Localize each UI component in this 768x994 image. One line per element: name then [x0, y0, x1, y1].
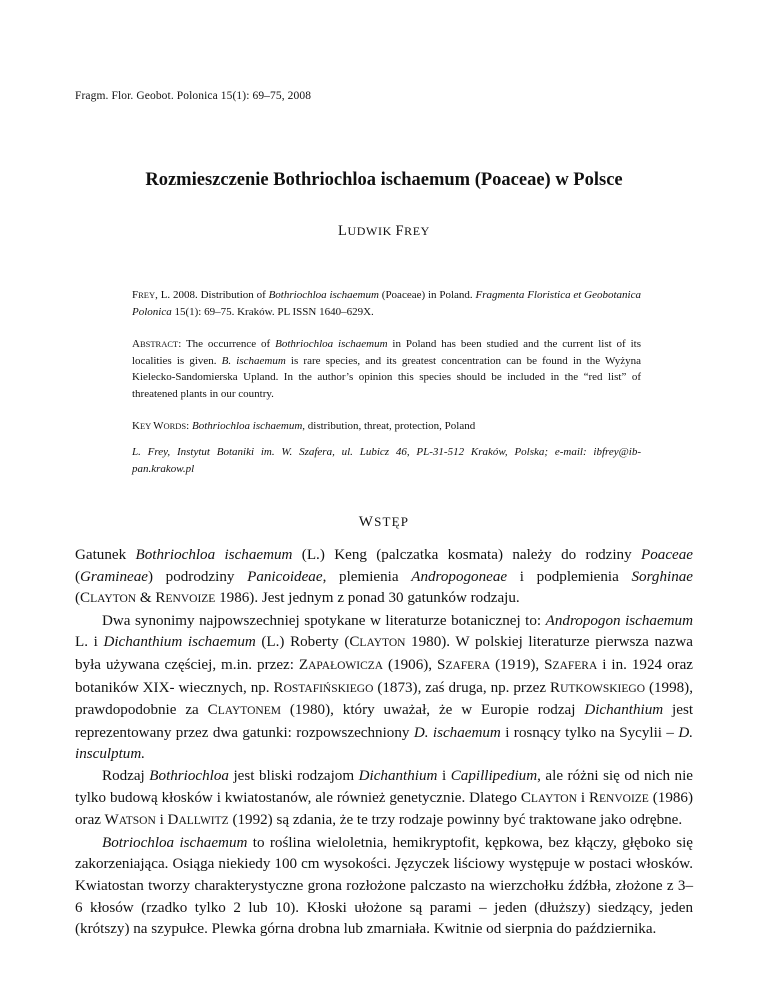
article-title: Rozmieszczenie Bothriochloa ischaemum (Poaceae) w Polsce	[145, 170, 623, 190]
keywords-block: KEY WORDS: Bothriochloa ischaemum, distribution, threat, protection, Poland	[132, 420, 476, 432]
paragraph-2: Dwa synonimy najpowszechniej spotykane w literaturze botanicznej to: Andropogon ischaemum L. i Dichanthium ischaemum (L.) Roberty (CLAYTON 1980). W polskiej literaturze pierwsza nazwa była używana częściej, m.in. przez: ZAPAŁOWICZA (1906), SZAFERA (1919), SZAFERA i in. 1924 oraz botaników XIX- wiecznych, np. ROSTAFIŃSKIEGO (1873), zaś druga, np. przez RUTKOWSKIEGO (1998), prawdopodobnie za CLAYTONEM (1980), który uważał, że w Europie rodzaj Dichanthium jest reprezentowany przez dwa gatunki: rozpowszechniony D. ischaemum i rosnący tylko na Sycylii – D. insculptum.	[75, 612, 694, 763]
author-address: L. Frey, Instytut Botaniki im. W. Szafera, ul. Lubicz 46, PL-31-512 Kraków, Polska; e-mail: ibfrey@ib-pan.krakow.pl	[132, 446, 641, 475]
paragraph-4: Botriochloa ischaemum to roślina wieloletnia, hemikryptofit, kępkowa, bez kłączy, głęboko się zakorzeniająca. Osiąga niekiedy 100 cm wysokości. Języczek liściowy występuje w postaci włosków. Kwiatostan tworzy charakterystyczne grona rozłożone palczasto na wierzchołku źdźbła, złożone z 3–6 kłosów (rzadko tylko 2 lub 10). Kłoski ułożone są parami – jeden (dłuższy) siedzący, jeden (krótszy) na szypułce. Plewka górna drobna lub zmarniała. Kwitnie od sierpnia do października.	[75, 834, 694, 938]
abstract-block: ABSTRACT: The occurrence of Bothriochloa ischaemum in Poland has been studied and the current list of its localities is given. B. ischaemum is rare species, and its greatest concentration can be found in the Wyżyna Kielecko-Sandomierska Upland. In the author’s opinion this species should be included in the “red list” of threatened plants in our country.	[132, 338, 642, 400]
section-heading: WSTĘP	[358, 514, 410, 530]
journal-citation-header: Fragm. Flor. Geobot. Polonica 15(1): 69–75, 2008	[75, 90, 312, 102]
body-text	[75, 545, 693, 941]
citation-block: FREY, L. 2008. Distribution of Bothriochloa ischaemum (Poaceae) in Poland. Fragmenta Floristica et Geobotanica Polonica 15(1): 69–75. Kraków. PL ISSN 1640–629X.	[132, 289, 641, 318]
paragraph-3: Rodzaj Bothriochloa jest bliski rodzajom Dichanthium i Capillipedium, ale różni się od nich nie tylko budową kłosków i kwiatostanów, ale również genetycznie. Dlatego CLAYTON i RENVOIZE (1986) oraz WATSON i DALLWITZ (1992) są zdania, że te trzy rodzaje powinny być traktowane jako odrębne.	[75, 767, 694, 829]
author-name: LUDWIK FREY	[338, 223, 430, 239]
paragraph-1: Gatunek Bothriochloa ischaemum (L.) Keng (palczatka kosmata) należy do rodziny Poaceae (Gramineae) podrodziny Panicoideae, plemienia Andropogoneae i podplemienia Sorghinae (CLAYTON & RENVOIZE 1986). Jest jednym z ponad 30 gatunków rodzaju.	[75, 547, 693, 607]
